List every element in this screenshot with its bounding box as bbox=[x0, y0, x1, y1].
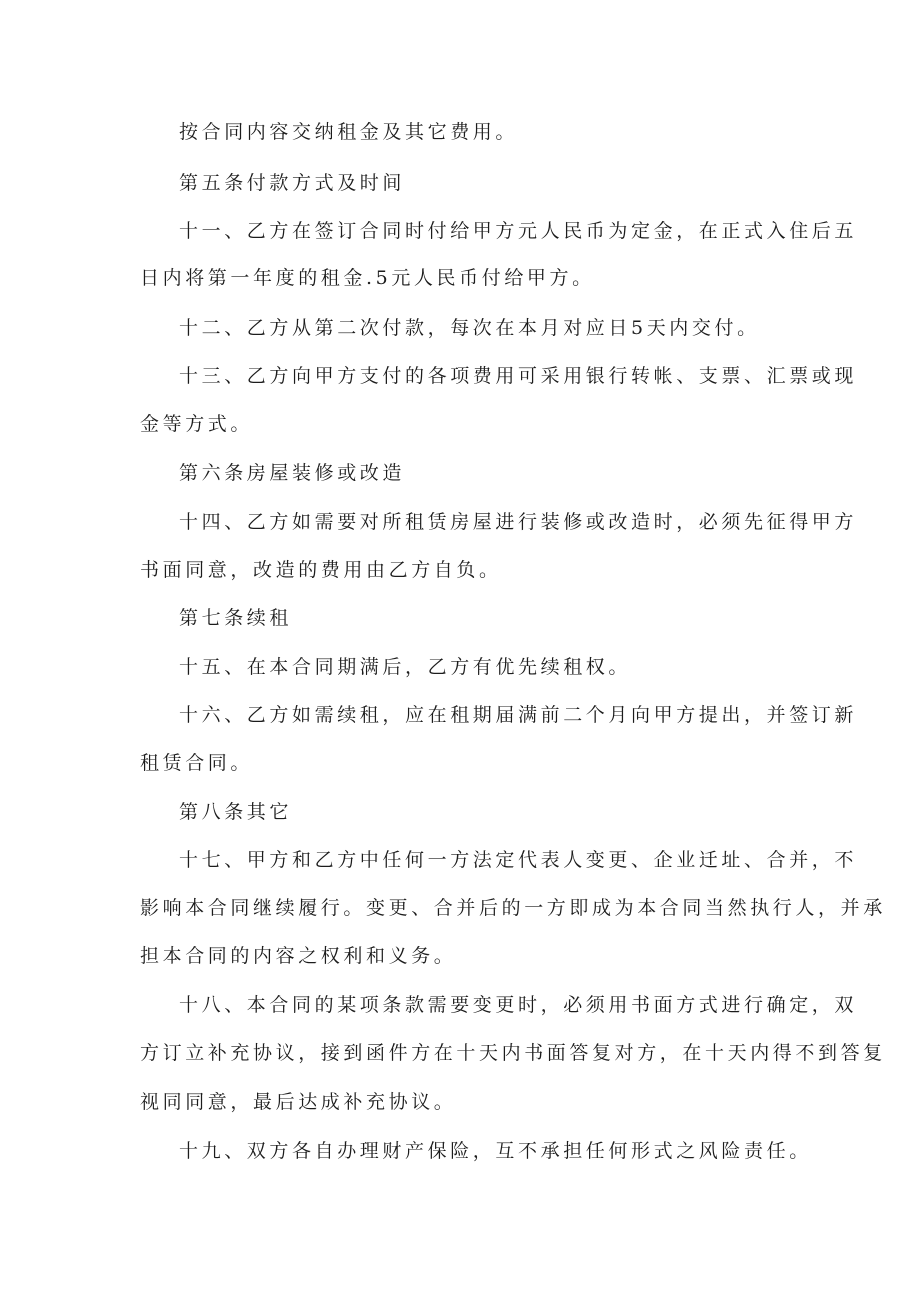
section-heading: 第七条续租 bbox=[179, 607, 293, 629]
paragraph-line: 视同同意，最后达成补充协议。 bbox=[140, 1091, 457, 1113]
paragraph-line: 书面同意，改造的费用由乙方自负。 bbox=[140, 559, 502, 581]
paragraph-line: 金等方式。 bbox=[140, 413, 254, 435]
paragraph-line: 十五、在本合同期满后，乙方有优先续租权。 bbox=[179, 656, 632, 678]
paragraph-line: 十九、双方各自办理财产保险，互不承担任何形式之风险责任。 bbox=[179, 1140, 812, 1162]
paragraph-line: 按合同内容交纳租金及其它费用。 bbox=[179, 121, 519, 143]
paragraph-line: 十七、甲方和乙方中任何一方法定代表人变更、企业迁址、合并，不 bbox=[179, 849, 858, 871]
paragraph-line: 十二、乙方从第二次付款，每次在本月对应日5天内交付。 bbox=[179, 317, 760, 339]
section-heading: 第八条其它 bbox=[179, 801, 293, 823]
paragraph-line: 担本合同的内容之权利和义务。 bbox=[140, 945, 457, 967]
paragraph-line: 十三、乙方向甲方支付的各项费用可采用银行转帐、支票、汇票或现 bbox=[179, 365, 858, 387]
paragraph-line: 十一、乙方在签订合同时付给甲方元人民币为定金，在正式入住后五 bbox=[179, 220, 858, 242]
paragraph-line: 十四、乙方如需要对所租赁房屋进行装修或改造时，必须先征得甲方 bbox=[179, 511, 858, 533]
paragraph-line: 租赁合同。 bbox=[140, 752, 254, 774]
paragraph-line: 方订立补充协议，接到函件方在十天内书面答复对方，在十天内得不到答复 bbox=[140, 1042, 886, 1064]
paragraph-line: 十八、本合同的某项条款需要变更时，必须用书面方式进行确定，双 bbox=[179, 994, 858, 1016]
paragraph-line: 日内将第一年度的租金.5元人民币付给甲方。 bbox=[140, 267, 595, 289]
section-heading: 第六条房屋装修或改造 bbox=[179, 462, 406, 484]
paragraph-line: 影响本合同继续履行。变更、合并后的一方即成为本合同当然执行人，并承 bbox=[140, 897, 886, 919]
paragraph-line: 十六、乙方如需续租，应在租期届满前二个月向甲方提出，并签订新 bbox=[179, 704, 858, 726]
section-heading: 第五条付款方式及时间 bbox=[179, 172, 406, 194]
